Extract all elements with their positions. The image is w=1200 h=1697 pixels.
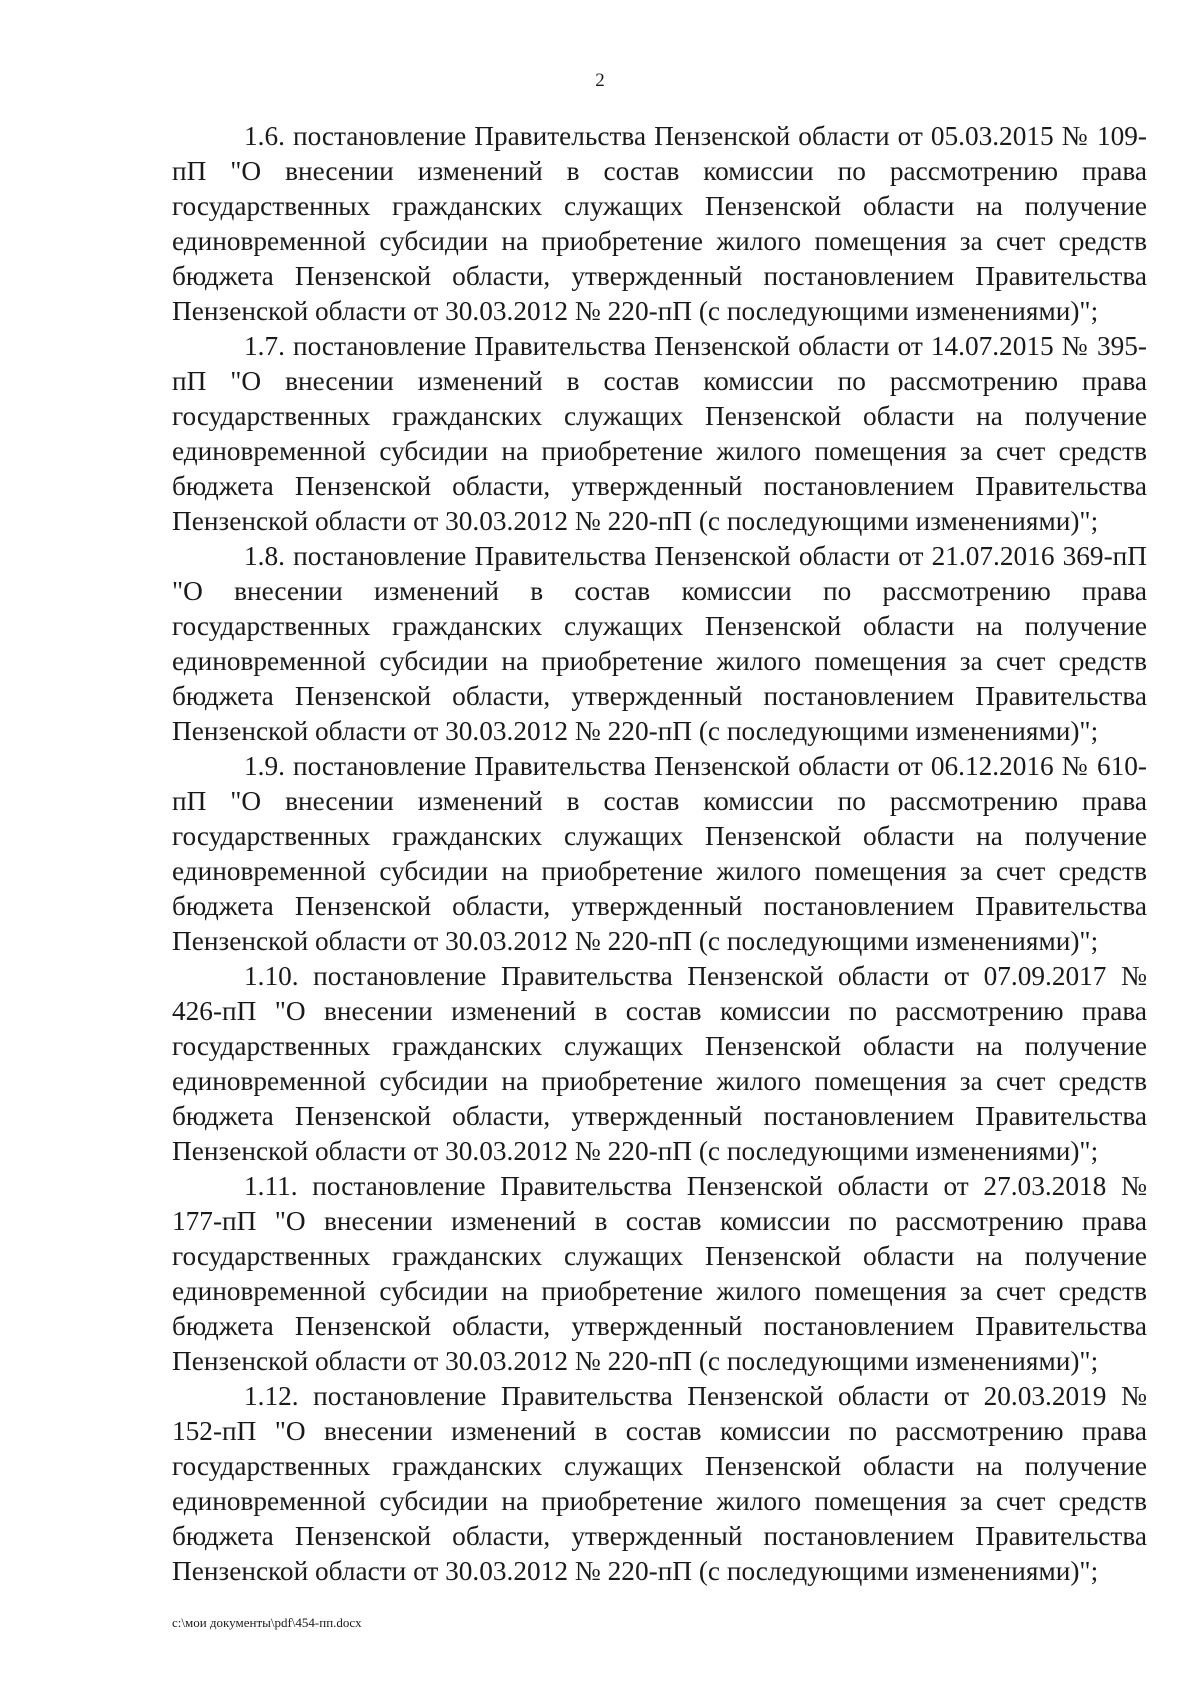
footer-file-path: c:\мои документы\pdf\454-пп.docx xyxy=(172,1615,362,1630)
list-item-1-12: 1.12. постановление Правительства Пензенской области от 20.03.2019 № 152-пП "О внесении изменений в состав комиссии по рассмотрению права государственных гражданских служащих Пензенской области на получение единовременной субсидии на приобретение жилого помещения за счет средств бюджета Пензенской области, утвержденный постановлением Правительства Пензенской области от 30.03.2012 № 220-пП (с последующими изменениями)"; xyxy=(172,1381,1147,1586)
list-item-1-10: 1.10. постановление Правительства Пензенской области от 07.09.2017 № 426-пП "О внесении изменений в состав комиссии по рассмотрению права государственных гражданских служащих Пензенской области на получение единовременной субсидии на приобретение жилого помещения за счет средств бюджета Пензенской области, утвержденный постановлением Правительства Пензенской области от 30.03.2012 № 220-пП (с последующими изменениями)"; xyxy=(172,961,1147,1166)
document-body xyxy=(172,119,1147,1589)
page-number: 2 xyxy=(595,70,605,91)
list-item-1-9: 1.9. постановление Правительства Пензенской области от 06.12.2016 № 610-пП "О внесении изменений в состав комиссии по рассмотрению права государственных гражданских служащих Пензенской области на получение единовременной субсидии на приобретение жилого помещения за счет средств бюджета Пензенской области, утвержденный постановлением Правительства Пензенской области от 30.03.2012 № 220-пП (с последующими изменениями)"; xyxy=(172,751,1147,956)
list-item-1-8: 1.8. постановление Правительства Пензенской области от 21.07.2016 369-пП "О внесении изменений в состав комиссии по рассмотрению права государственных гражданских служащих Пензенской области на получение единовременной субсидии на приобретение жилого помещения за счет средств бюджета Пензенской области, утвержденный постановлением Правительства Пензенской области от 30.03.2012 № 220-пП (с последующими изменениями)"; xyxy=(172,541,1147,746)
list-item-1-11: 1.11. постановление Правительства Пензенской области от 27.03.2018 № 177-пП "О внесении изменений в состав комиссии по рассмотрению права государственных гражданских служащих Пензенской области на получение единовременной субсидии на приобретение жилого помещения за счет средств бюджета Пензенской области, утвержденный постановлением Правительства Пензенской области от 30.03.2012 № 220-пП (с последующими изменениями)"; xyxy=(172,1171,1147,1376)
list-item-1-7: 1.7. постановление Правительства Пензенской области от 14.07.2015 № 395-пП "О внесении изменений в состав комиссии по рассмотрению права государственных гражданских служащих Пензенской области на получение единовременной субсидии на приобретение жилого помещения за счет средств бюджета Пензенской области, утвержденный постановлением Правительства Пензенской области от 30.03.2012 № 220-пП (с последующими изменениями)"; xyxy=(172,331,1147,536)
list-item-1-6: 1.6. постановление Правительства Пензенской области от 05.03.2015 № 109-пП "О внесении изменений в состав комиссии по рассмотрению права государственных гражданских служащих Пензенской области на получение единовременной субсидии на приобретение жилого помещения за счет средств бюджета Пензенской области, утвержденный постановлением Правительства Пензенской области от 30.03.2012 № 220-пП (с последующими изменениями)"; xyxy=(172,121,1147,326)
